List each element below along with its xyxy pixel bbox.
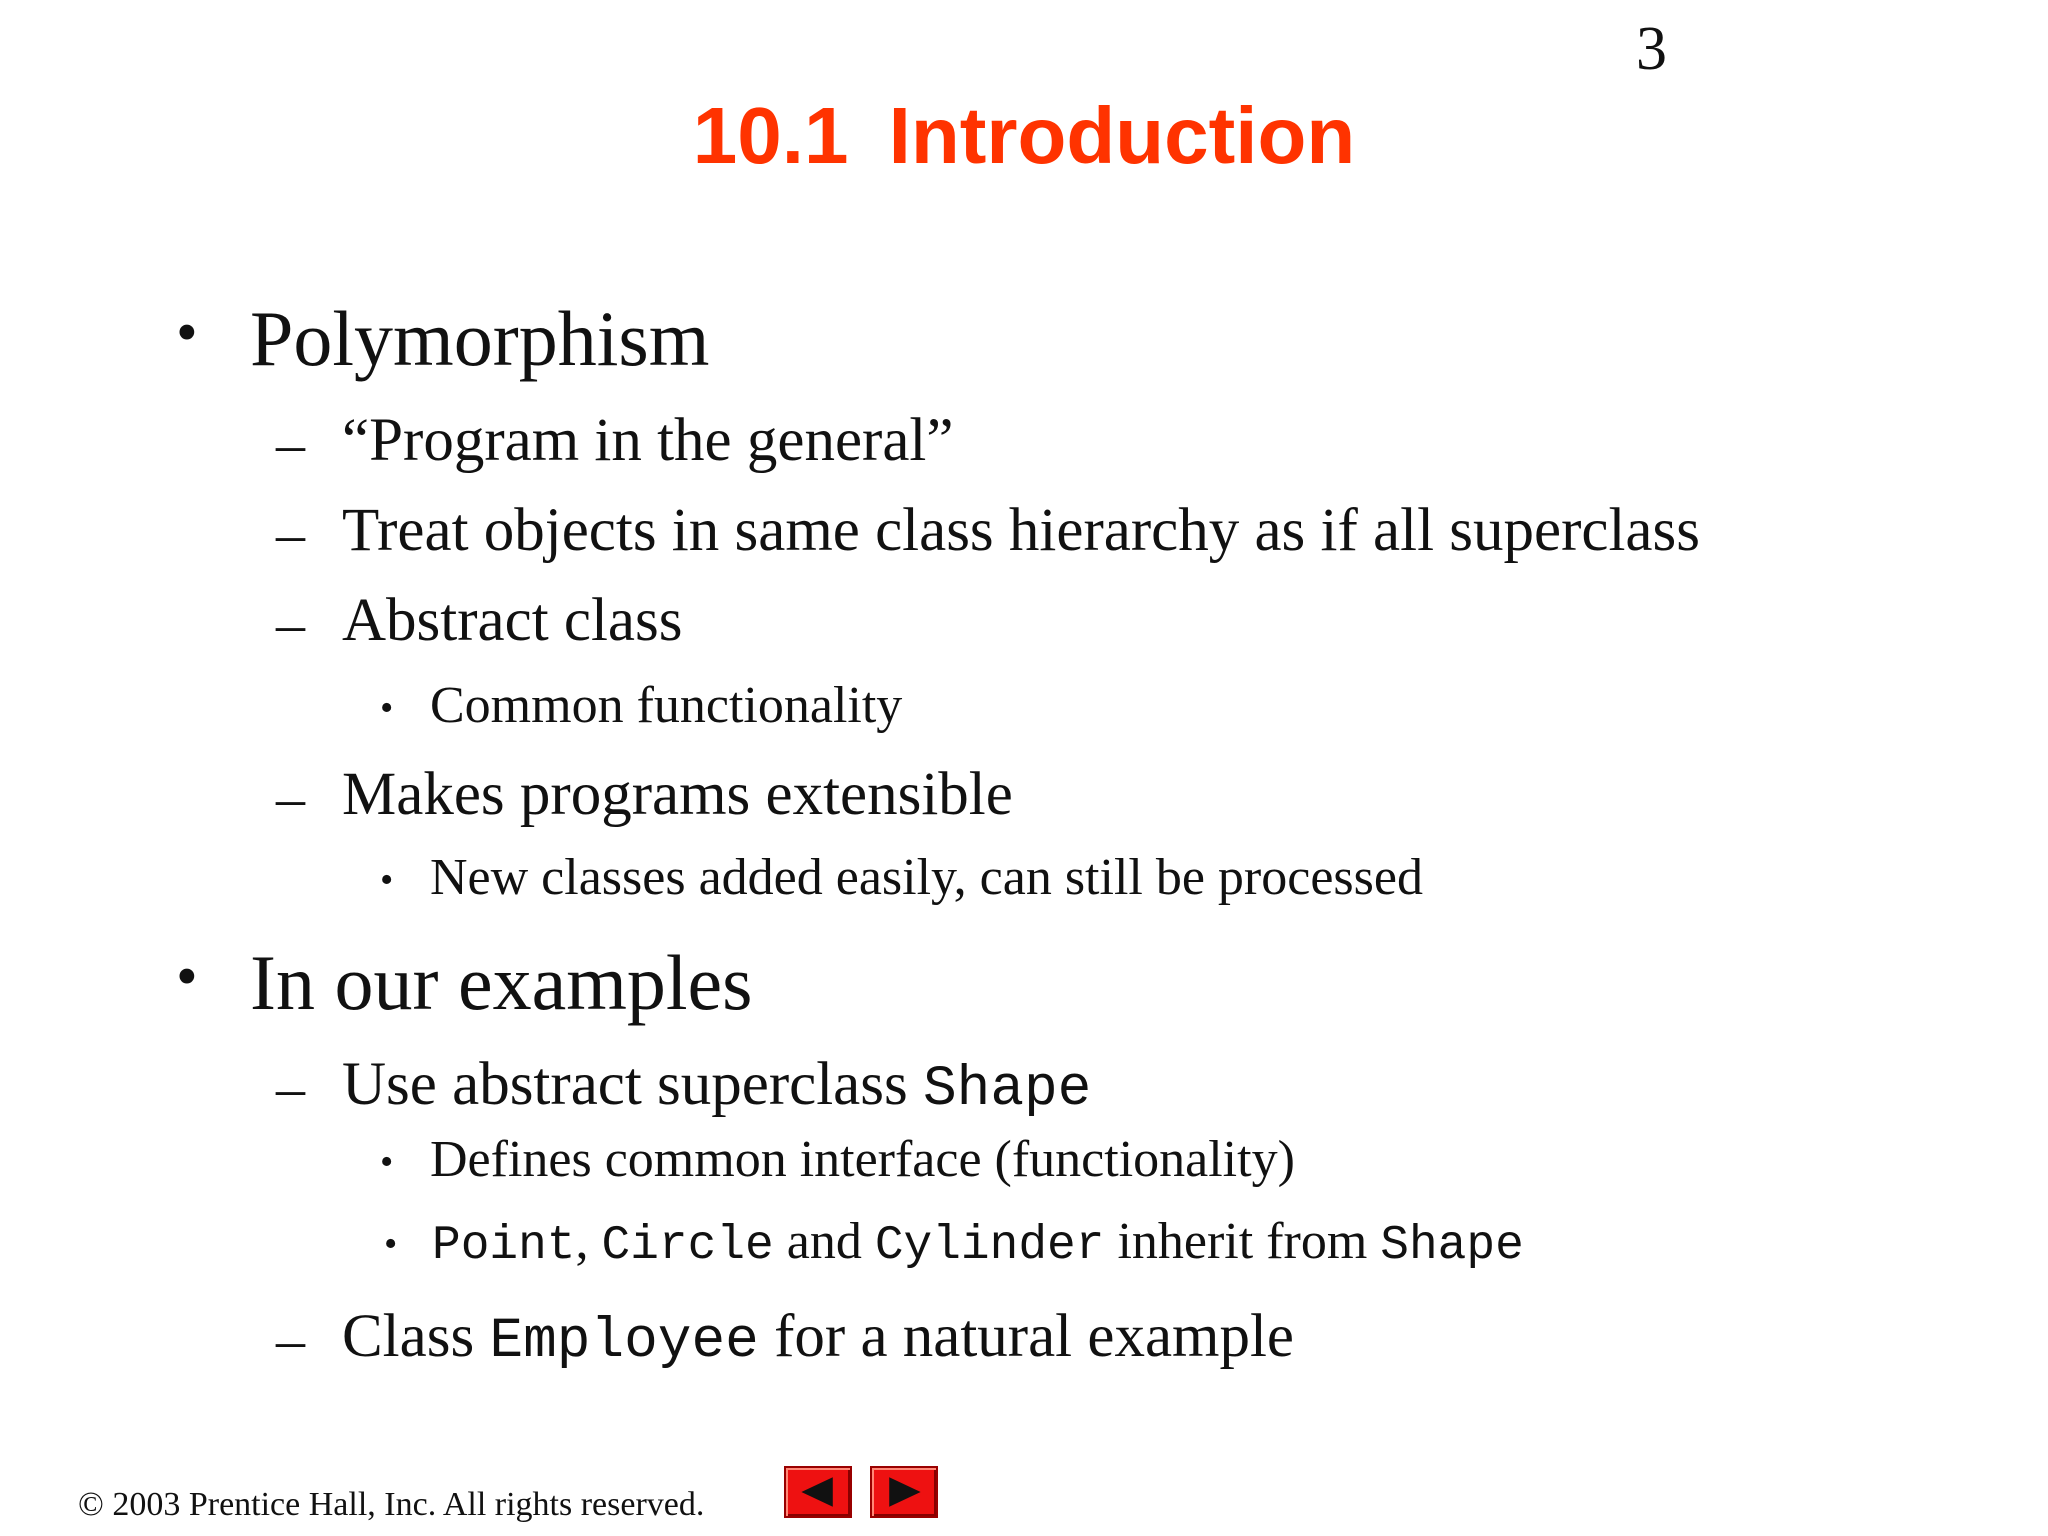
text-segment: and <box>773 1213 875 1270</box>
dash-marker: – <box>276 1055 305 1120</box>
sub-item-use-abstract-superclass <box>342 1051 1092 1121</box>
code-circle: Circle <box>601 1219 774 1273</box>
sub-sub-item-defines-interface: Defines common interface (functionality) <box>430 1131 1295 1188</box>
sub-item-extensible: Makes programs extensible <box>342 761 1013 828</box>
code-shape: Shape <box>1380 1219 1524 1273</box>
previous-slide-button[interactable] <box>784 1466 852 1518</box>
footer-copyright <box>78 1488 704 1522</box>
bullet-marker: • <box>380 859 394 901</box>
text-segment: for a natural example <box>758 1303 1294 1370</box>
sub-sub-item-common-functionality: Common functionality <box>430 677 903 734</box>
text-segment: , <box>575 1213 602 1270</box>
triangle-left-icon <box>786 1468 850 1516</box>
code-point: Point <box>432 1219 576 1273</box>
bullet-marker: • <box>380 1141 394 1183</box>
text-segment: Use abstract superclass <box>342 1051 923 1118</box>
code-employee: Employee <box>489 1309 759 1373</box>
sub-sub-item-new-classes: New classes added easily, can still be processed <box>430 849 1423 906</box>
triangle-right-icon <box>872 1468 936 1516</box>
sub-sub-item-inherit-from-shape <box>432 1213 1524 1273</box>
bullet-polymorphism: Polymorphism <box>250 295 710 382</box>
copyright-icon: © <box>78 1486 104 1523</box>
bullet-marker: • <box>380 687 394 729</box>
copyright-text: 2003 Prentice Hall, Inc. All rights reserved. <box>103 1486 705 1523</box>
slide-number: 3 <box>1636 15 1667 83</box>
dash-marker: – <box>276 411 305 476</box>
sub-item-class-employee <box>342 1303 1294 1373</box>
bullet-in-our-examples: In our examples <box>250 939 753 1026</box>
dash-marker: – <box>276 765 305 830</box>
text-segment: Class <box>342 1303 490 1370</box>
dash-marker: – <box>276 591 305 656</box>
bullet-marker: • <box>176 299 198 367</box>
dash-marker: – <box>276 501 305 566</box>
next-slide-button[interactable] <box>870 1466 938 1518</box>
text-segment: inherit from <box>1104 1213 1381 1270</box>
sub-item-abstract-class: Abstract class <box>342 587 683 654</box>
code-shape: Shape <box>923 1057 1092 1121</box>
sub-item-treat-objects: Treat objects in same class hierarchy as if all superclass <box>342 497 1700 564</box>
dash-marker: – <box>276 1307 305 1372</box>
slide-title: 10.1 Introduction <box>692 91 1356 180</box>
bullet-marker: • <box>384 1223 398 1265</box>
bullet-marker: • <box>176 943 198 1011</box>
sub-item-program-general: “Program in the general” <box>342 407 954 474</box>
code-cylinder: Cylinder <box>874 1219 1105 1273</box>
